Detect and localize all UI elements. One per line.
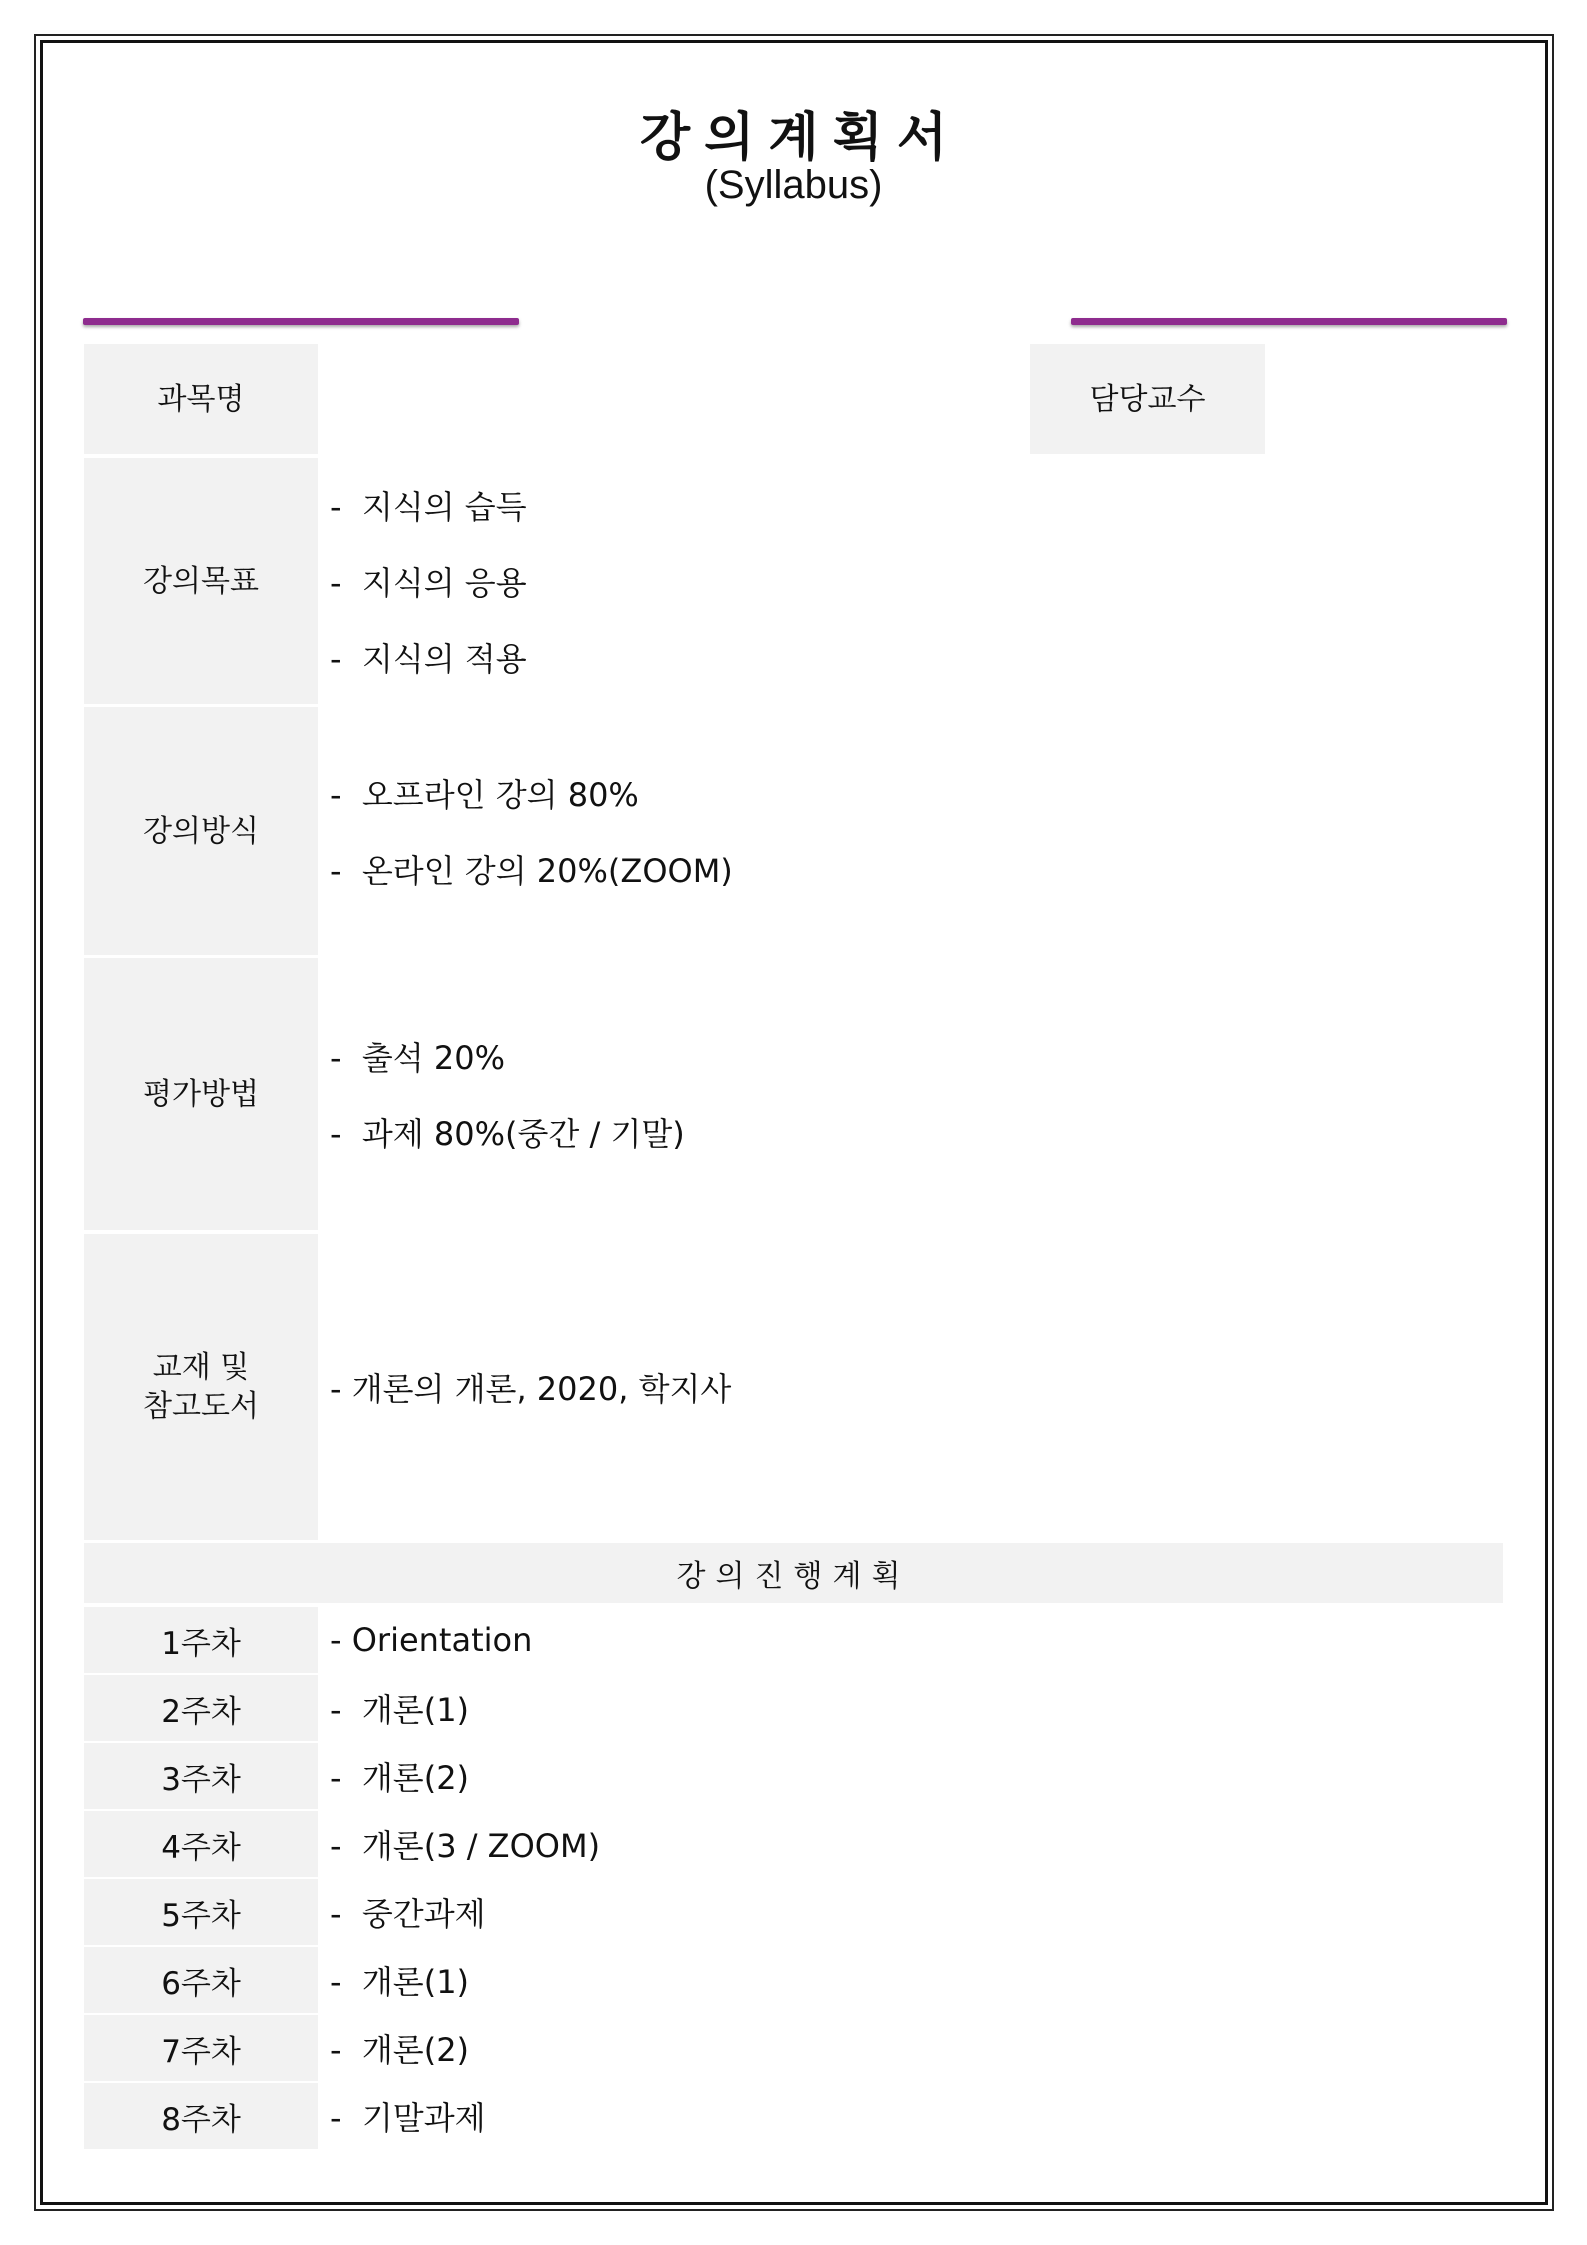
- textbook-label-line1: 교재 및: [152, 1350, 250, 1385]
- week-content: - Orientation: [330, 1621, 533, 1659]
- week-content: - 중간과제: [330, 1895, 486, 1933]
- textbook-item: - 개론의 개론, 2020, 학지사: [330, 1370, 732, 1408]
- evaluation-item: - 과제 80%(중간 / 기말): [330, 1115, 685, 1153]
- week-row: [84, 2083, 1503, 2151]
- week-content: - 개론(2): [330, 2031, 470, 2069]
- textbook-label: [84, 1234, 318, 1540]
- week-content: - 개론(3 / ZOOM): [330, 1827, 601, 1865]
- week-content: - 개론(1): [330, 1691, 470, 1729]
- accent-line-left: [83, 318, 519, 325]
- method-label: 강의방식: [84, 707, 318, 955]
- week-content: - 개론(2): [330, 1759, 470, 1797]
- page-subtitle: (Syllabus): [704, 163, 883, 207]
- week-label: 3주차: [84, 1743, 318, 1809]
- week-row: [84, 1811, 1503, 1879]
- week-label: 7주차: [84, 2015, 318, 2081]
- method-content: [330, 707, 733, 955]
- method-item: - 오프라인 강의 80%: [330, 776, 639, 814]
- plan-header: 강의진행계획: [84, 1543, 1503, 1603]
- goals-item: - 지식의 적용: [330, 640, 527, 678]
- week-label: 4주차: [84, 1811, 318, 1877]
- evaluation-label: 평가방법: [84, 958, 318, 1230]
- goals-item: - 지식의 응용: [330, 564, 527, 602]
- week-row: [84, 1675, 1503, 1743]
- week-row: [84, 2015, 1503, 2083]
- page-title: 강의계획서: [639, 108, 962, 168]
- course-name-label: 과목명: [84, 344, 318, 454]
- evaluation-content: [330, 958, 685, 1230]
- evaluation-item: - 출석 20%: [330, 1039, 506, 1077]
- week-label: 6주차: [84, 1947, 318, 2013]
- week-content: - 개론(1): [330, 1963, 470, 2001]
- week-label: 5주차: [84, 1879, 318, 1945]
- method-item: - 온라인 강의 20%(ZOOM): [330, 852, 733, 890]
- professor-value: [1275, 344, 1503, 454]
- accent-line-right: [1071, 318, 1507, 325]
- week-row: [84, 1607, 1503, 1675]
- course-name-value: [330, 344, 1020, 454]
- week-row: [84, 1879, 1503, 1947]
- week-label: 2주차: [84, 1675, 318, 1741]
- goals-content: [330, 458, 527, 704]
- professor-label: 담당교수: [1030, 344, 1265, 454]
- goals-item: - 지식의 습득: [330, 488, 527, 526]
- week-row: [84, 1947, 1503, 2015]
- textbook-content: [330, 1234, 731, 1540]
- week-label: 8주차: [84, 2083, 318, 2149]
- week-label: 1주차: [84, 1607, 318, 1673]
- week-row: [84, 1743, 1503, 1811]
- goals-label: 강의목표: [84, 458, 318, 704]
- textbook-label-line2: 참고도서: [143, 1389, 259, 1424]
- week-content: - 기말과제: [330, 2099, 486, 2137]
